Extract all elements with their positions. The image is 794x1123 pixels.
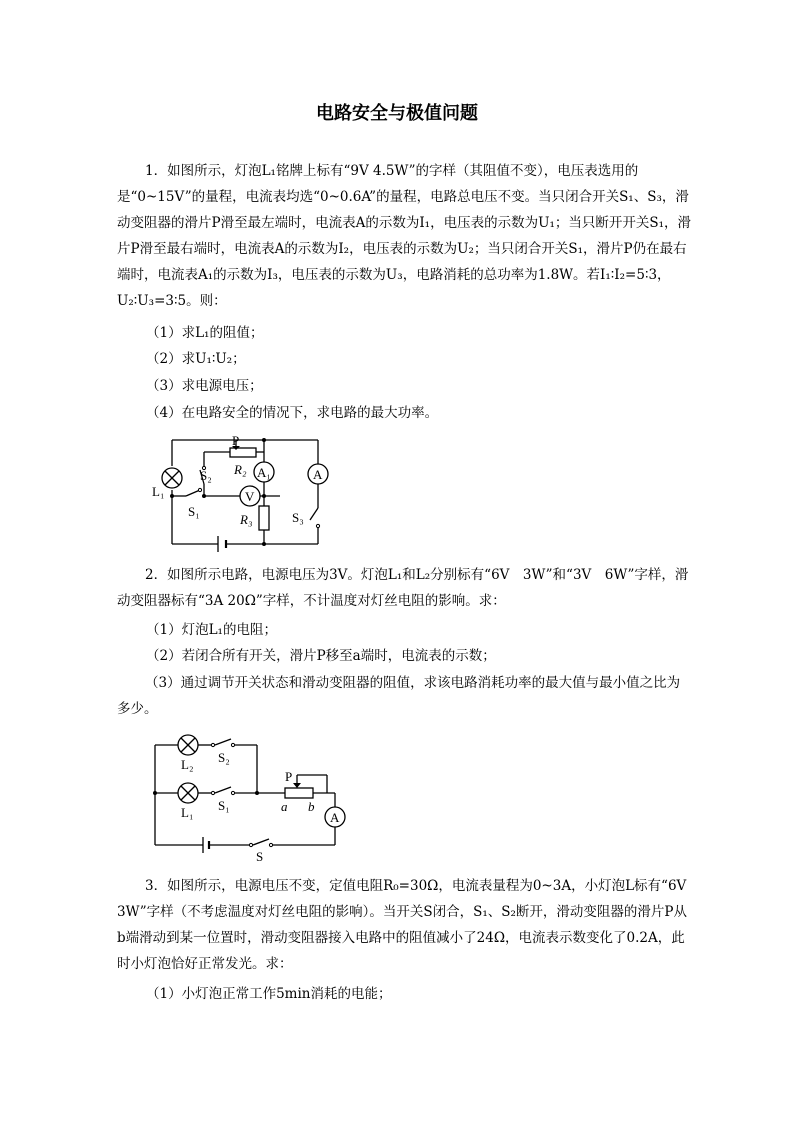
q2-fig-label-s: S [256,849,264,864]
q2-fig-label-s2: S₂ [218,750,230,765]
q1-sub4: （4）在电路安全的情况下，求电路的最大功率。 [146,405,439,421]
q1-sub3: （3）求电源电压； [146,378,263,394]
q1-circuit-figure [140,432,340,557]
q1-stem: 1．如图所示，灯泡L₁铭牌上标有“9V 4.5W”的字样（其阻值不变），电压表选用的是“0~15V”的量程，电流表均选“0~0.6A”的量程，电路总电压不变。当只闭合开关S₁、S₃，滑动变阻器的滑片P滑至最左端时，电流表A的示数为I₁，电压表的示数为U₁；当只断开开关S₁，滑片P滑至最右端时，电流表A的示数为I₂，电压表的示数为U₂；当只闭合开关S₁，滑片P仍在最右端时，电流表A₁的示数为I₃，电压表的示数为U₃，电路消耗的总功率为1.8W。若I₁∶I₂=5∶3，U₂∶U₃=3∶5。则： [117,163,692,309]
q1-sub1: （1）求L₁的阻值； [146,325,264,341]
q2-fig-label-ammeter: A [330,810,340,825]
q1-fig-label-a1: A₁ [257,465,271,480]
q1-fig-label-s2: S₂ [200,468,212,483]
q1-fig-label-r2: R₂ [234,462,247,477]
q3-stem: 3．如图所示，电源电压不变，定值电阻R₀=30Ω，电流表量程为0~3A，小灯泡L标有“6V 3W”字样（不考虑温度对灯丝电阻的影响）。当开关S闭合，S₁、S₂断开，滑动变阻器的滑片P从b端滑动到某一位置时，滑动变阻器接入电路中的阻值减小了24Ω，电流表示数变化了0.2A，此时小灯泡恰好正常发光。求： [117,878,700,972]
q1-fig-label-p: P [232,433,240,448]
q2-fig-label-s1: S₁ [218,798,230,813]
q1-fig-label-v: V [245,489,255,504]
q3-sub1: （1）小灯泡正常工作5min消耗的电能； [146,986,392,1002]
q2-sub1: （1）灯泡L₁的电阻； [146,622,277,638]
q2-fig-label-p: P [285,769,293,784]
q1-sub2: （2）求U₁∶U₂； [146,351,246,367]
q1-fig-label-s1: S₁ [188,504,200,519]
q2-fig-label-l1: L₁ [181,805,194,820]
q1-fig-label-l1: L₁ [152,484,165,499]
q2-fig-label-a: a [281,799,288,814]
q1-fig-label-a: A [313,467,323,482]
q2-sub2: （2）若闭合所有开关，滑片P移至a端时，电流表的示数； [146,648,496,664]
q2-stem: 2．如图所示电路，电源电压为3V。灯泡L₁和L₂分别标有“6V 3W”和“3V 6W”字样，滑动变阻器标有“3A 20Ω”字样，不计温度对灯丝电阻的影响。求： [117,567,689,609]
q2-sub3: （3）通过调节开关状态和滑动变阻器的阻值，求该电路消耗功率的最大值与最小值之比为多少。 [117,675,681,717]
page-title: 电路安全与极值问题 [316,103,478,124]
q1-fig-label-r3: R₃ [240,512,253,527]
q2-fig-label-l2: L₂ [181,757,194,772]
q2-fig-label-b: b [308,799,315,814]
q1-fig-label-s3: S₃ [292,510,304,525]
q2-circuit-figure [145,733,355,863]
